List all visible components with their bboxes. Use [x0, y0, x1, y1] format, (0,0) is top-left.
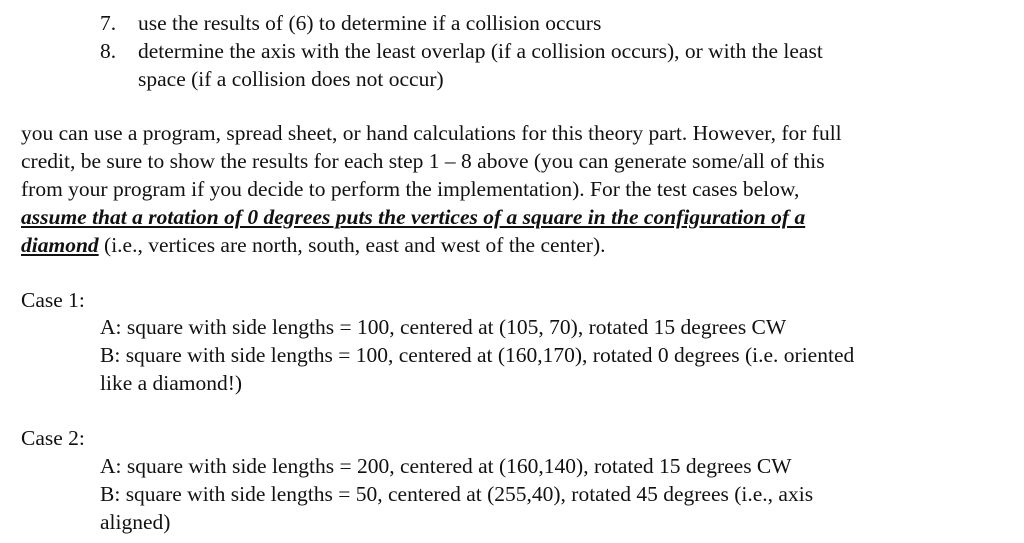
numbered-steps-list: [100, 9, 1000, 93]
case-1-label: Case 1:: [21, 288, 85, 312]
case-2-line: B: square with side lengths = 50, centered at (255,40), rotated 45 degrees (i.e., axis: [100, 482, 814, 506]
step-7-number: 7.: [100, 11, 117, 35]
case-1-line: A: square with side lengths = 100, centered at (105, 70), rotated 15 degrees CW: [100, 315, 787, 339]
case-2-body: [100, 452, 1000, 536]
paragraph-line-rest: (i.e., vertices are north, south, east and west of the center).: [98, 233, 606, 257]
emphasized-diamond-word: diamond: [21, 233, 99, 257]
case-1-line: like a diamond!): [100, 371, 243, 395]
paragraph-last-line: [21, 231, 1011, 259]
paragraph-line: from your program if you decide to perform the implementation). For the test cases below,: [21, 177, 800, 201]
case-1-body: [100, 313, 1000, 397]
case-1-line: B: square with side lengths = 100, centered at (160,170), rotated 0 degrees (i.e. oriented: [100, 343, 855, 367]
paragraph-line: credit, be sure to show the results for each step 1 – 8 above (you can generate some/all of this: [21, 149, 825, 173]
paragraph-line: you can use a program, spread sheet, or hand calculations for this theory part. However, for full: [21, 121, 842, 145]
case-2-line: A: square with side lengths = 200, centered at (160,140), rotated 15 degrees CW: [100, 454, 792, 478]
case-2-line: aligned): [100, 510, 171, 534]
step-8-item: [100, 37, 1000, 65]
step-8-continuation: [100, 65, 1000, 93]
case-2-label: Case 2:: [21, 426, 85, 450]
step-8-number: 8.: [100, 39, 117, 63]
step-7-text: use the results of (6) to determine if a collision occurs: [138, 11, 602, 35]
step-8-text-line-1: determine the axis with the least overlap (if a collision occurs), or with the least: [138, 39, 823, 63]
instructions-paragraph: [21, 119, 1011, 259]
emphasized-assumption-line: assume that a rotation of 0 degrees puts the vertices of a square in the configuration of a: [21, 205, 806, 229]
step-8-text-line-2: space (if a collision does not occur): [138, 67, 444, 91]
step-7-item: [100, 9, 1000, 37]
